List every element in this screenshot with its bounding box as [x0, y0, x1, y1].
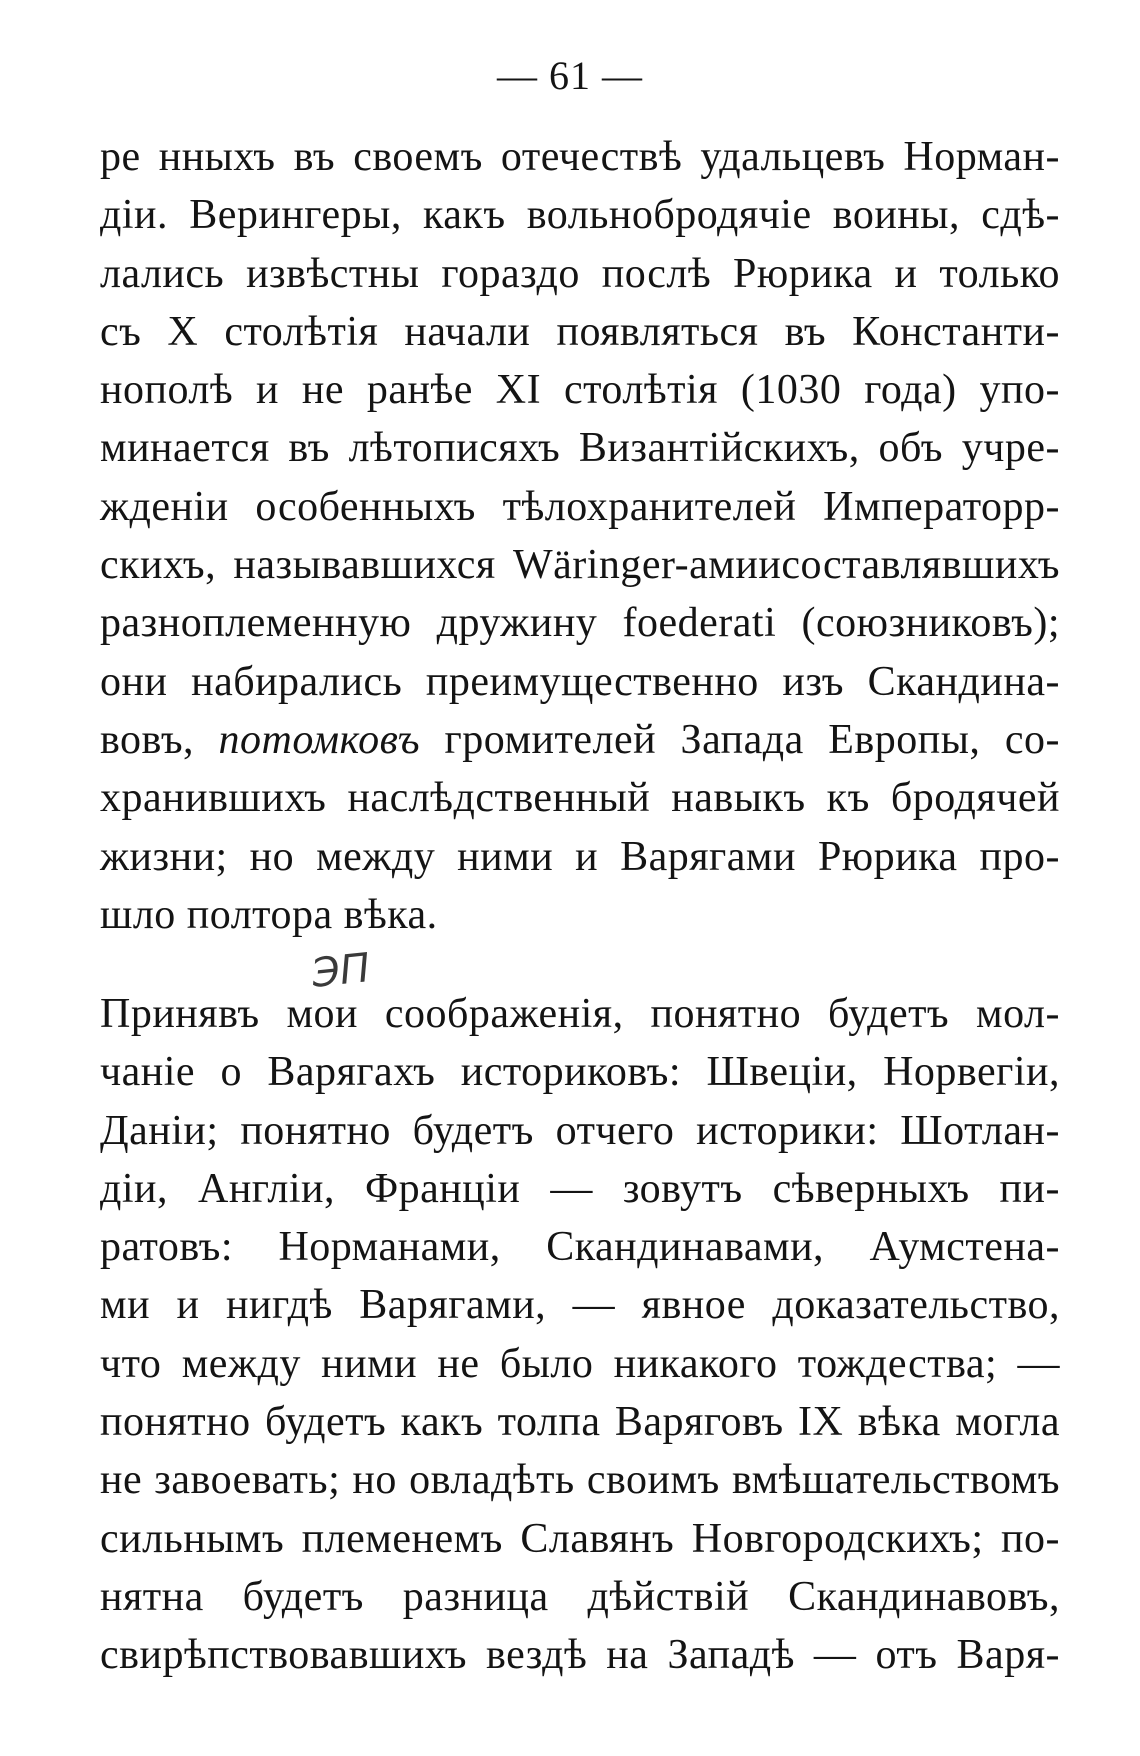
italic-word: потомковъ	[218, 716, 421, 763]
text-line: нятна будетъ разница дѣйствiй Скандинавовъ,	[100, 1573, 1060, 1620]
text-line: ми и нигдѣ Варягами, — явное доказательство,	[100, 1282, 1060, 1329]
text-line: дiи, Англiи, Францiи — зовутъ сѣверныхъ пи-	[100, 1165, 1060, 1212]
text-line: хранившихъ наслѣдственный навыкъ къ бродячей	[100, 775, 1060, 822]
text-line: чанiе о Варягахъ историковъ: Швецiи, Норвегiи,	[100, 1049, 1060, 1096]
text-line: шло полтора вѣка.	[100, 891, 438, 938]
text-line: разноплеменную дружину foederati (союзниковъ);	[100, 600, 1060, 647]
text-line: ратовъ: Норманами, Скандинавами, Аумстена-	[100, 1224, 1060, 1271]
page-number: — 61 —	[497, 53, 643, 98]
text-line: жденiи особенныхъ тѣлохранителей Императорр-	[100, 483, 1060, 530]
text-line: дiи. Верингеры, какъ вольнобродячiе воины, сдѣ-	[100, 192, 1060, 239]
handwritten-annotation: ЭП	[309, 945, 373, 997]
text-line: скихъ, называвшихся Wäringer-амиисоставлявшихъ	[100, 542, 1060, 589]
text-line: лались извѣстны гораздо послѣ Рюрика и только	[100, 250, 1060, 297]
text-line: понятно будетъ какъ толпа Варяговъ IX вѣка могла	[100, 1399, 1060, 1446]
text-line: нополѣ и не ранѣе XI столѣтiя (1030 года) упо-	[100, 367, 1060, 414]
text-line: что между ними не было никакого тождества; —	[100, 1340, 1060, 1387]
paragraph-1	[100, 128, 1060, 944]
text-line: съ X столѣтiя начали появляться въ Константи-	[100, 308, 1060, 355]
text-line: сильнымъ племенемъ Славянъ Новгородскихъ; по-	[100, 1515, 1060, 1562]
paragraph-2	[100, 985, 1060, 1685]
text-segment: громителей Запада Европы, со-	[420, 716, 1060, 763]
text-line-with-italic	[100, 711, 1060, 769]
text-line: минается въ лѣтописяхъ Византiйскихъ, объ учре-	[100, 425, 1060, 472]
text-line: они набирались преимущественно изъ Скандина-	[100, 658, 1060, 705]
text-line: свирѣпствовавшихъ вездѣ на Западѣ — отъ Варя-	[100, 1632, 1060, 1679]
text-line: жизни; но между ними и Варягами Рюрика про-	[100, 833, 1060, 880]
text-line: не завоевать; но овладѣть своимъ вмѣшательствомъ	[100, 1457, 1060, 1504]
text-line: Данiи; понятно будетъ отчего историки: Шотлан-	[100, 1107, 1060, 1154]
text-segment: вовъ,	[100, 716, 219, 763]
text-line: Принявъ мои соображенiя, понятно будетъ мол-	[100, 991, 1060, 1037]
text-line: ре нныхъ въ своемъ отечествѣ удальцевъ Норман-	[100, 134, 1060, 180]
